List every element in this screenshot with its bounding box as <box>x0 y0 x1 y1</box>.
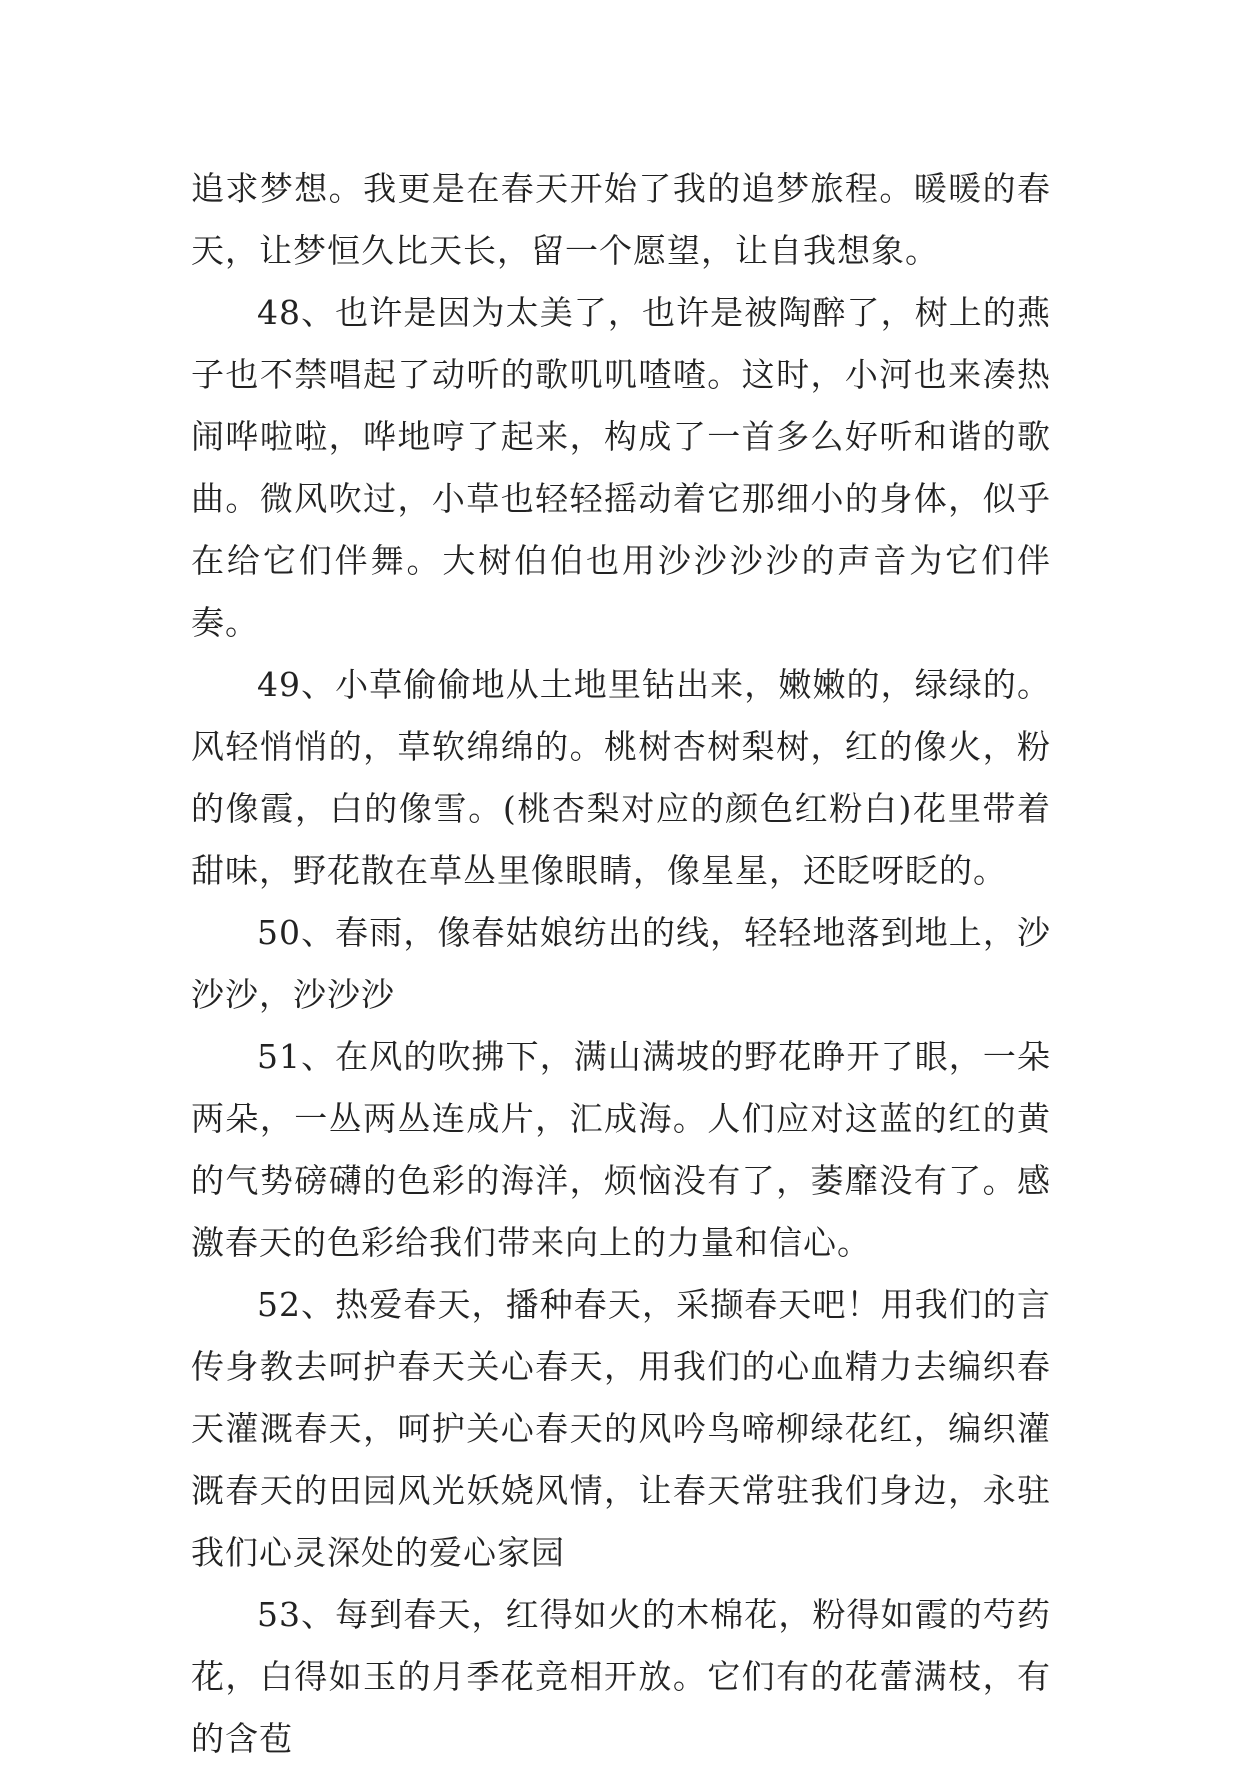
document-body <box>191 158 1051 1770</box>
paragraph-48: 48、也许是因为太美了，也许是被陶醉了，树上的燕子也不禁唱起了动听的歌叽叽喳喳。这时，小河也来凑热闹哗啦啦，哗地哼了起来，构成了一首多么好听和谐的歌曲。微风吹过，小草也轻轻摇动着它那细小的身体，似乎在给它们伴舞。大树伯伯也用沙沙沙沙的声音为它们伴奏。 <box>191 293 1051 642</box>
paragraph-51: 51、在风的吹拂下，满山满坡的野花睁开了眼，一朵两朵，一丛两丛连成片，汇成海。人们应对这蓝的红的黄的气势磅礴的色彩的海洋，烦恼没有了，萎靡没有了。感激春天的色彩给我们带来向上的力量和信心。 <box>191 1037 1051 1262</box>
paragraph-50: 50、春雨，像春姑娘纺出的线，轻轻地落到地上，沙沙沙，沙沙沙 <box>191 913 1051 1014</box>
paragraph-49: 49、小草偷偷地从土地里钻出来，嫩嫩的，绿绿的。风轻悄悄的，草软绵绵的。桃树杏树梨树，红的像火，粉的像霞，白的像雪。(桃杏梨对应的颜色红粉白)花里带着甜味，野花散在草丛里像眼睛，像星星，还眨呀眨的。 <box>191 665 1051 890</box>
paragraph-52: 52、热爱春天，播种春天，采撷春天吧！用我们的言传身教去呵护春天关心春天，用我们的心血精力去编织春天灌溉春天，呵护关心春天的风吟鸟啼柳绿花红，编织灌溉春天的田园风光妖娆风情，让春天常驻我们身边，永驻我们心灵深处的爱心家园 <box>191 1285 1051 1572</box>
paragraph-53: 53、每到春天，红得如火的木棉花，粉得如霞的芍药花，白得如玉的月季花竞相开放。它们有的花蕾满枝，有的含苞 <box>191 1595 1051 1758</box>
paragraph-continuation: 追求梦想。我更是在春天开始了我的追梦旅程。暖暖的春天，让梦恒久比天长，留一个愿望，让自我想象。 <box>191 169 1051 270</box>
